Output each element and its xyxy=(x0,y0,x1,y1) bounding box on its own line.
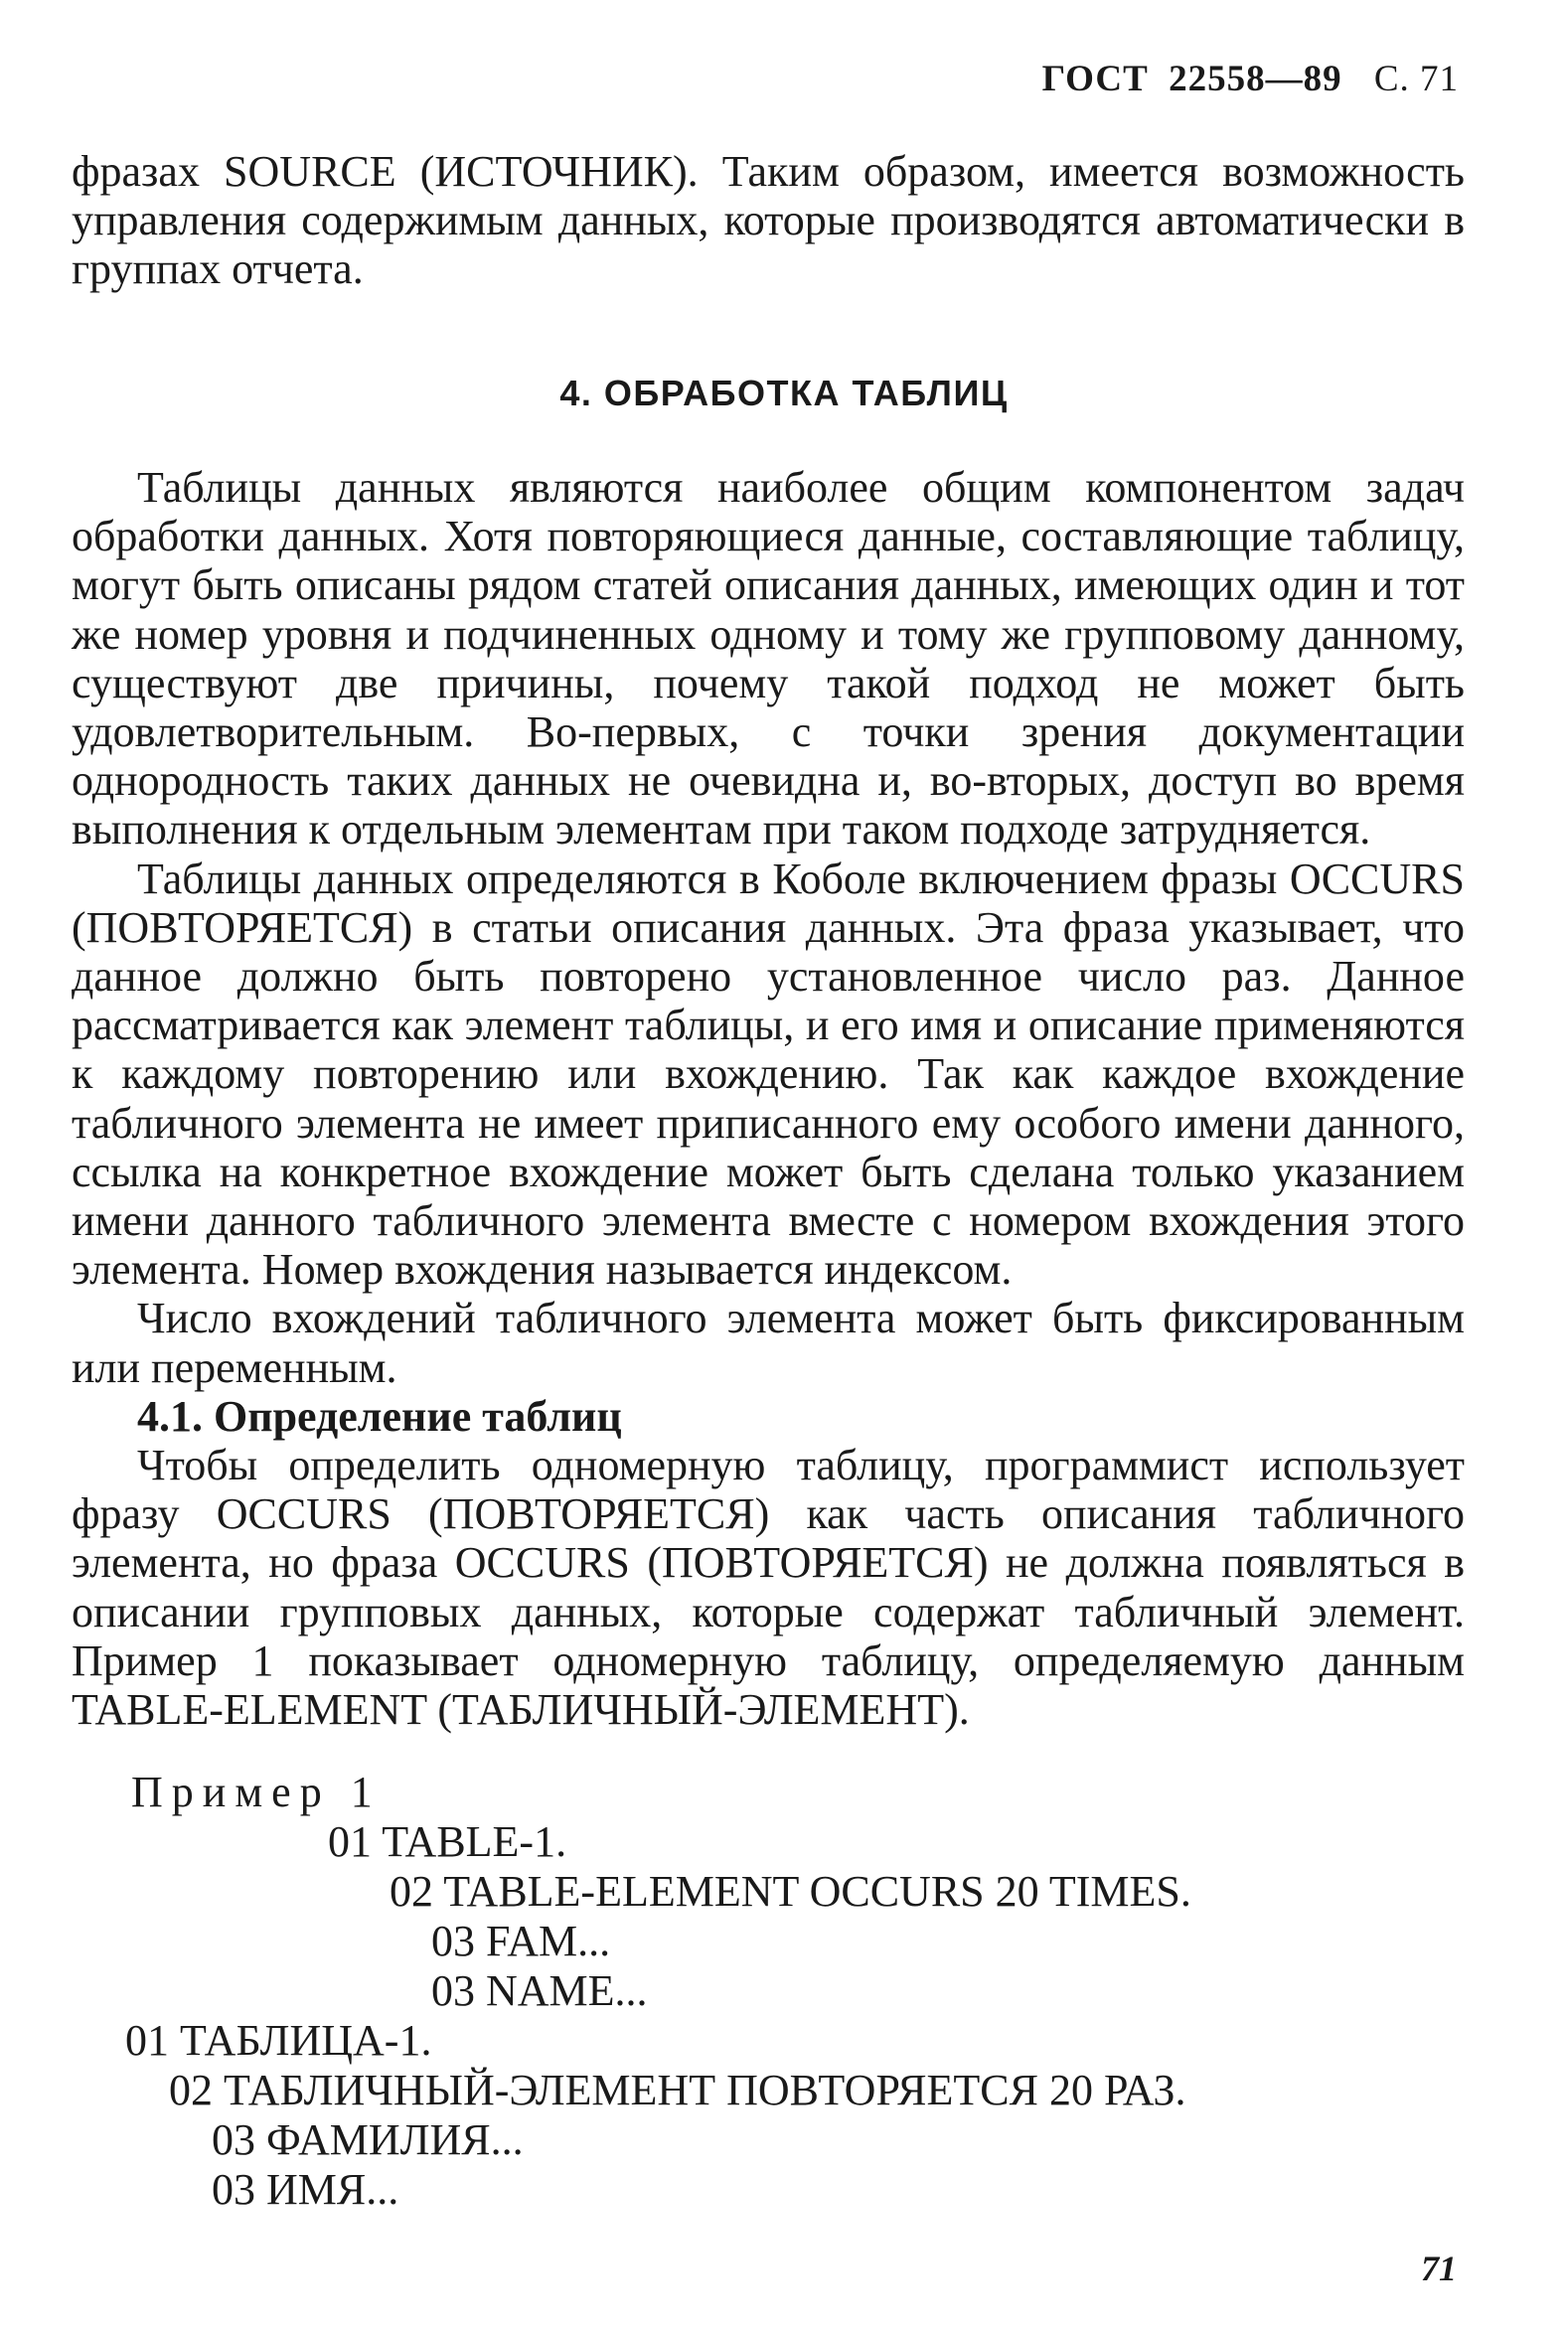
subsection-title: Определение таблиц xyxy=(214,1391,622,1441)
page-header xyxy=(1042,58,1459,100)
code-line: 03 ФАМИЛИЯ... xyxy=(212,2115,524,2164)
standard-number: 22558—89 xyxy=(1169,59,1342,99)
page-number: 71 xyxy=(1421,2249,1457,2288)
code-line: 03 ИМЯ... xyxy=(212,2165,399,2214)
paragraph: Таблицы данных определяются в Коболе включением фразы OCCURS (ПОВТОРЯЕТСЯ) в статьи описания данных. Эта фраза указывает, что данное должно быть повторено установленное число раз. Данное рассматривается как элемент таблицы, и его имя и описание применяются к каждому повторению или вхождению. Так как каждое вхождение табличного элемента не имеет приписанного ему особого имени данного, ссылка на конкретное вхождение может быть сделана только указанием имени данного табличного элемента вместе с номером вхождения этого элемента. Номер вхождения называется индексом. xyxy=(72,854,1465,1295)
standard-name: ГОСТ xyxy=(1041,59,1149,99)
code-line: 02 TABLE-ELEMENT OCCURS 20 TIMES. xyxy=(390,1867,1191,1916)
subsection-heading xyxy=(72,1392,1465,1441)
paragraph: Число вхождений табличного элемента может быть фиксированным или переменным. xyxy=(72,1294,1465,1392)
code-line: 03 FAM... xyxy=(431,1917,611,1965)
page-label: С. 71 xyxy=(1373,59,1459,99)
example-label: Пример 1 xyxy=(131,1768,382,1816)
code-line: 01 ТАБЛИЦА-1. xyxy=(125,2016,432,2065)
subsection-number: 4.1. xyxy=(137,1391,203,1441)
code-line: 03 NAME... xyxy=(431,1966,648,2015)
continuation-paragraph: фразах SOURCE (ИСТОЧНИК). Таким образом, имеется возможность управления содержимым данных, которые производятся автоматически в группах отчета. xyxy=(72,147,1465,294)
section-heading: 4. ОБРАБОТКА ТАБЛИЦ xyxy=(559,373,1009,413)
code-line: 01 TABLE-1. xyxy=(328,1817,567,1866)
section-body xyxy=(72,463,1465,1734)
paragraph: Чтобы определить одномерную таблицу, программист использует фразу OCCURS (ПОВТОРЯЕТСЯ) как часть описания табличного элемента, но фраза OCCURS (ПОВТОРЯЕТСЯ) не должна появляться в описании групповых данных, которые содержат табличный элемент. Пример 1 показывает одномерную таблицу, определяемую данным TABLE-ELEMENT (ТАБЛИЧНЫЙ-ЭЛЕМЕНТ). xyxy=(72,1441,1465,1735)
code-line: 02 ТАБЛИЧНЫЙ-ЭЛЕМЕНТ ПОВТОРЯЕТСЯ 20 РАЗ. xyxy=(169,2066,1186,2114)
paragraph: Таблицы данных являются наиболее общим компонентом задач обработки данных. Хотя повторяющиеся данные, составляющие таблицу, могут быть описаны рядом статей описания данных, имеющих один и тот же номер уровня и подчиненных одному и тому же групповому данному, существуют две причины, почему такой подход не может быть удовлетворительным. Во-первых, с точки зрения документации однородность таких данных не очевидна и, во-вторых, доступ во время выполнения к отдельным элементам при таком подходе затрудняется. xyxy=(72,463,1465,854)
